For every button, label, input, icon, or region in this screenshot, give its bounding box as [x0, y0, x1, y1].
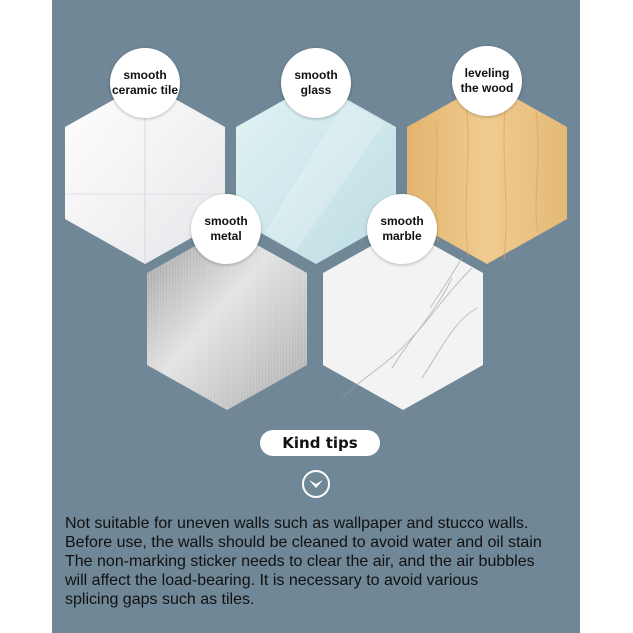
kind-tips-label: Kind tips — [282, 434, 358, 452]
kind-tips-badge — [260, 430, 380, 456]
tips-line: will affect the load-bearing. It is necessary to avoid various — [65, 572, 479, 589]
ceramic-tile-label: smooth ceramic tile — [110, 48, 180, 118]
metal-label: smooth metal — [191, 194, 261, 264]
tips-line: The non-marking sticker needs to clear the air, and the air bubbles — [65, 553, 535, 570]
wood-label: leveling the wood — [452, 46, 522, 116]
chevron-down-circle-icon — [301, 469, 331, 499]
tips-line: Not suitable for uneven walls such as wallpaper and stucco walls. — [65, 515, 529, 532]
tips-line: splicing gaps such as tiles. — [65, 591, 255, 608]
marble-label: smooth marble — [367, 194, 437, 264]
glass-label: smooth glass — [281, 48, 351, 118]
tips-line: Before use, the walls should be cleaned to avoid water and oil stain — [65, 534, 542, 551]
tips-text — [65, 514, 580, 609]
product-info-panel — [52, 0, 580, 633]
